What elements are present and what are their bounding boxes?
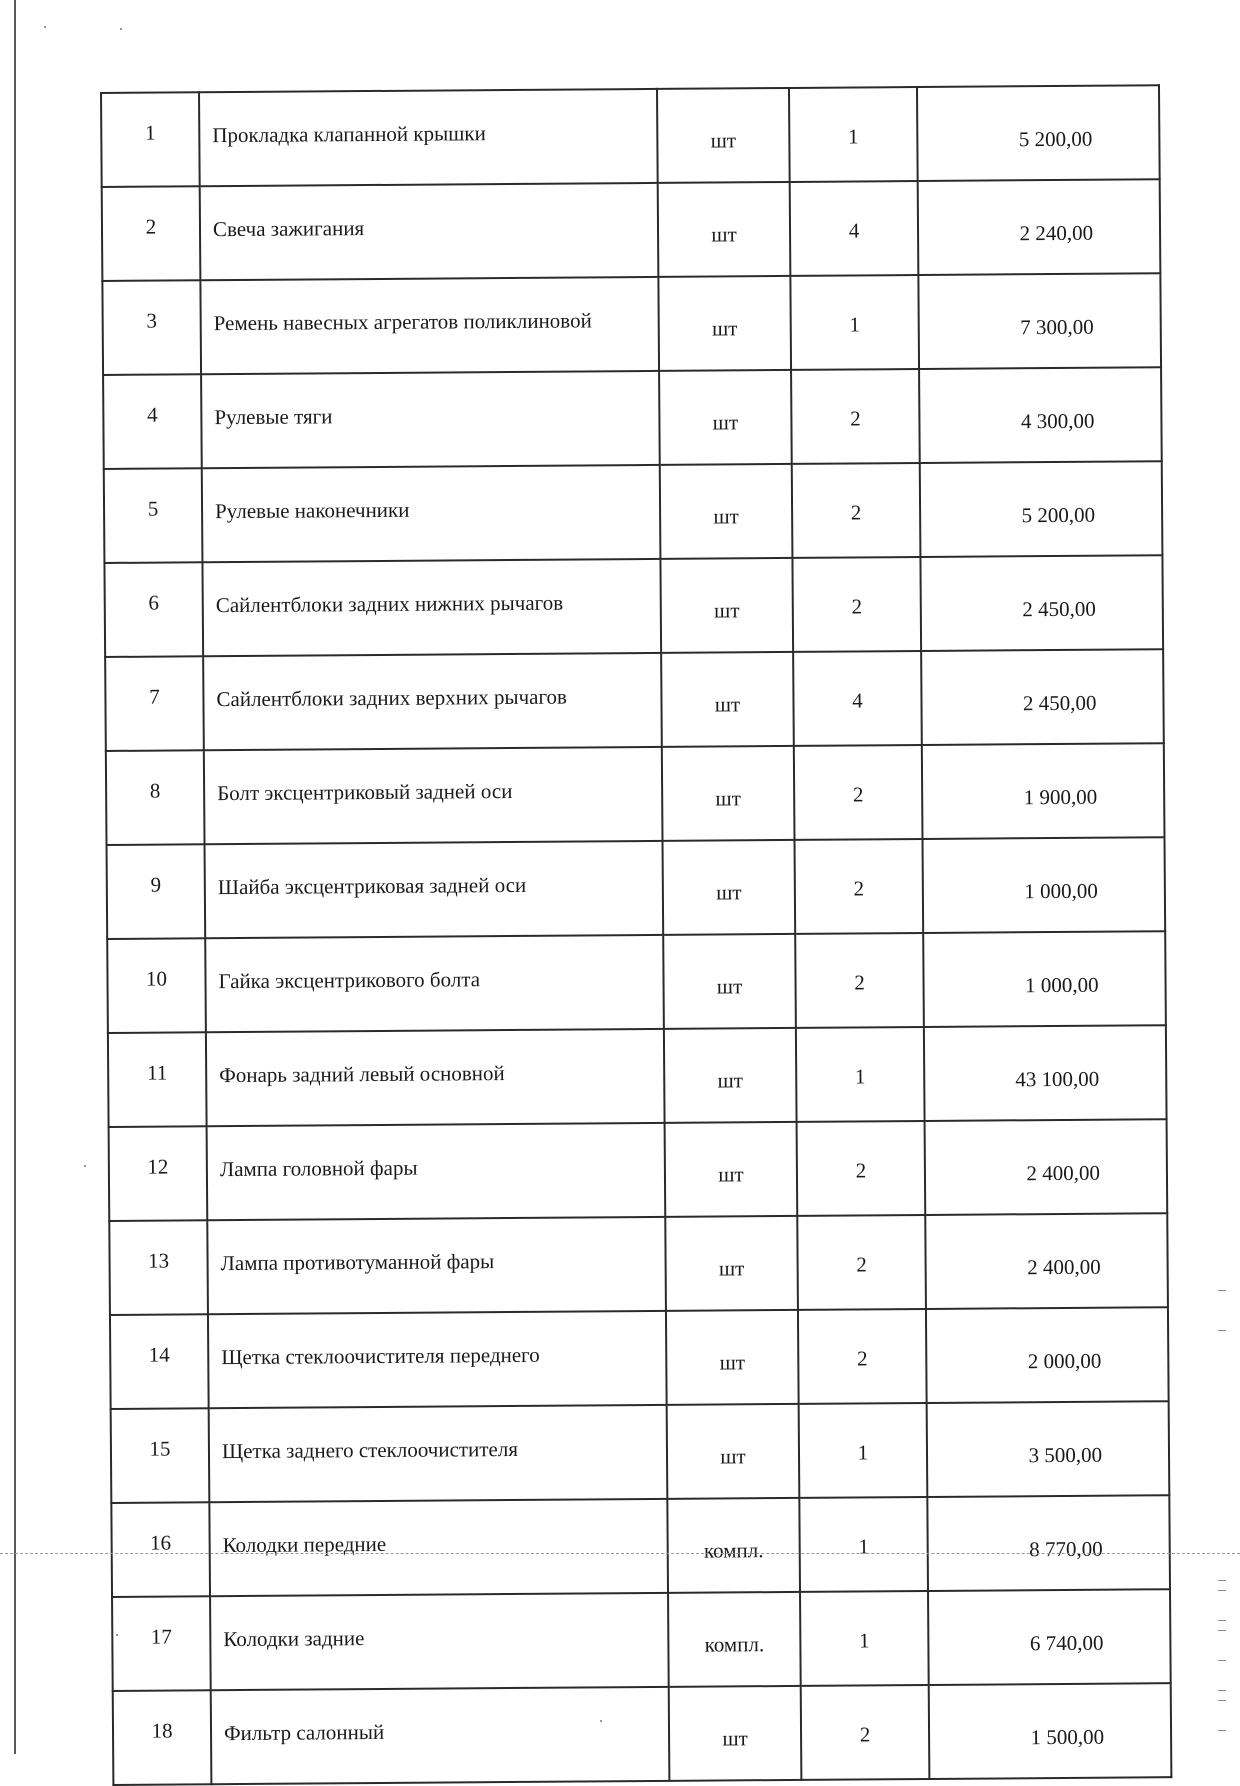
table-row <box>102 273 1161 375</box>
unit-cell: шт <box>661 652 794 747</box>
price-cell: 1 900,00 <box>922 743 1165 839</box>
item-name-cell: Лампа противотуманной фары <box>207 1217 666 1314</box>
table-row <box>108 1025 1167 1127</box>
quantity-cell: 2 <box>795 839 924 934</box>
item-name-cell: Свеча зажигания <box>200 183 659 280</box>
quantity-cell: 1 <box>789 87 918 182</box>
row-number-cell: 3 <box>102 280 201 375</box>
unit-cell: шт <box>667 1404 800 1499</box>
row-number-cell: 14 <box>110 1314 209 1409</box>
parts-table <box>100 84 1172 1786</box>
item-name-cell: Фильтр салонный <box>211 1687 670 1784</box>
quantity-cell: 1 <box>790 275 919 370</box>
item-name-cell: Колодки передние <box>209 1499 668 1596</box>
quantity-cell: 1 <box>800 1591 929 1686</box>
unit-cell: шт <box>658 182 791 277</box>
quantity-cell: 2 <box>801 1685 930 1780</box>
row-number-cell: 5 <box>104 468 203 563</box>
price-cell: 3 500,00 <box>927 1401 1170 1497</box>
table-row <box>106 743 1165 845</box>
unit-cell: шт <box>665 1122 798 1217</box>
margin-tick-marks <box>1218 1290 1226 1740</box>
table-row <box>107 931 1166 1033</box>
quantity-cell: 1 <box>799 1403 928 1498</box>
scan-edge-line <box>14 0 16 1754</box>
unit-cell: шт <box>666 1310 799 1405</box>
item-name-cell: Лампа головной фары <box>207 1123 666 1220</box>
price-cell: 2 000,00 <box>926 1307 1169 1403</box>
row-number-cell: 10 <box>107 938 206 1033</box>
price-cell: 2 400,00 <box>925 1119 1168 1215</box>
page-dashed-rule <box>0 1553 1240 1554</box>
price-cell: 1 000,00 <box>923 931 1166 1027</box>
row-number-cell: 15 <box>111 1408 210 1503</box>
price-cell: 8 770,00 <box>927 1495 1170 1591</box>
item-name-cell: Колодки задние <box>210 1593 669 1690</box>
item-name-cell: Щетка стеклоочистителя переднего <box>208 1311 667 1408</box>
row-number-cell: 9 <box>107 844 206 939</box>
row-number-cell: 7 <box>105 656 204 751</box>
price-cell: 1 000,00 <box>922 837 1165 933</box>
quantity-cell: 1 <box>799 1497 928 1592</box>
row-number-cell: 17 <box>112 1596 211 1691</box>
item-name-cell: Сайлентблоки задних нижних рычагов <box>202 559 661 656</box>
table-row <box>113 1683 1172 1785</box>
item-name-cell: Прокладка клапанной крышки <box>199 89 658 186</box>
row-number-cell: 16 <box>111 1502 210 1597</box>
parts-table-body <box>101 85 1171 1785</box>
quantity-cell: 2 <box>797 1121 926 1216</box>
unit-cell: шт <box>662 746 795 841</box>
table-row <box>103 367 1162 469</box>
table-row <box>102 179 1161 281</box>
item-name-cell: Болт эксцентриковый задней оси <box>204 747 663 844</box>
table-row <box>107 837 1166 939</box>
table-row <box>101 85 1160 187</box>
item-name-cell: Шайба эксцентриковая задней оси <box>205 841 664 938</box>
item-name-cell: Сайлентблоки задних верхних рычагов <box>203 653 662 750</box>
price-cell: 2 450,00 <box>921 649 1164 745</box>
table-row <box>111 1401 1170 1503</box>
row-number-cell: 4 <box>103 374 202 469</box>
table-row <box>112 1589 1171 1691</box>
quantity-cell: 2 <box>794 745 923 840</box>
price-cell: 43 100,00 <box>924 1025 1167 1121</box>
unit-cell: шт <box>664 1028 797 1123</box>
price-cell: 1 500,00 <box>929 1683 1172 1779</box>
unit-cell: шт <box>660 558 793 653</box>
price-cell: 6 740,00 <box>928 1589 1171 1685</box>
price-cell: 4 300,00 <box>919 367 1162 463</box>
item-name-cell: Щетка заднего стеклоочистителя <box>209 1405 668 1502</box>
row-number-cell: 11 <box>108 1032 207 1127</box>
unit-cell: шт <box>657 88 790 183</box>
unit-cell: компл. <box>667 1498 800 1593</box>
quantity-cell: 2 <box>798 1309 927 1404</box>
price-cell: 2 240,00 <box>918 179 1161 275</box>
scan-speck <box>84 1165 86 1167</box>
table-row <box>109 1213 1168 1315</box>
row-number-cell: 18 <box>113 1690 212 1785</box>
quantity-cell: 2 <box>791 369 920 464</box>
row-number-cell: 13 <box>109 1220 208 1315</box>
price-cell: 7 300,00 <box>918 273 1161 369</box>
quantity-cell: 4 <box>790 181 919 276</box>
price-cell: 2 450,00 <box>920 555 1163 651</box>
item-name-cell: Гайка эксцентрикового болта <box>205 935 664 1032</box>
row-number-cell: 8 <box>106 750 205 845</box>
table-row <box>105 649 1164 751</box>
unit-cell: шт <box>663 840 796 935</box>
price-cell: 5 200,00 <box>917 85 1160 181</box>
unit-cell: шт <box>665 1216 798 1311</box>
item-name-cell: Рулевые тяги <box>201 371 660 468</box>
table-row <box>111 1495 1170 1597</box>
quantity-cell: 2 <box>792 557 921 652</box>
price-cell: 5 200,00 <box>920 461 1163 557</box>
row-number-cell: 2 <box>102 186 201 281</box>
item-name-cell: Рулевые наконечники <box>202 465 661 562</box>
table-row <box>110 1307 1169 1409</box>
unit-cell: шт <box>659 370 792 465</box>
item-name-cell: Фонарь задний левый основной <box>206 1029 665 1126</box>
unit-cell: шт <box>669 1686 802 1781</box>
table-row <box>104 555 1163 657</box>
quantity-cell: 2 <box>797 1215 926 1310</box>
row-number-cell: 12 <box>109 1126 208 1221</box>
scan-speck <box>44 26 46 28</box>
parts-table-container <box>100 84 1170 1786</box>
quantity-cell: 1 <box>796 1027 925 1122</box>
table-row <box>104 461 1163 563</box>
row-number-cell: 6 <box>104 562 203 657</box>
price-cell: 2 400,00 <box>925 1213 1168 1309</box>
scan-speck <box>120 28 122 30</box>
quantity-cell: 2 <box>795 933 924 1028</box>
quantity-cell: 2 <box>792 463 921 558</box>
quantity-cell: 4 <box>793 651 922 746</box>
unit-cell: шт <box>663 934 796 1029</box>
unit-cell: шт <box>660 464 793 559</box>
table-row <box>109 1119 1168 1221</box>
row-number-cell: 1 <box>101 92 200 187</box>
unit-cell: компл. <box>668 1592 801 1687</box>
unit-cell: шт <box>658 276 791 371</box>
item-name-cell: Ремень навесных агрегатов поликлиновой <box>200 277 659 374</box>
